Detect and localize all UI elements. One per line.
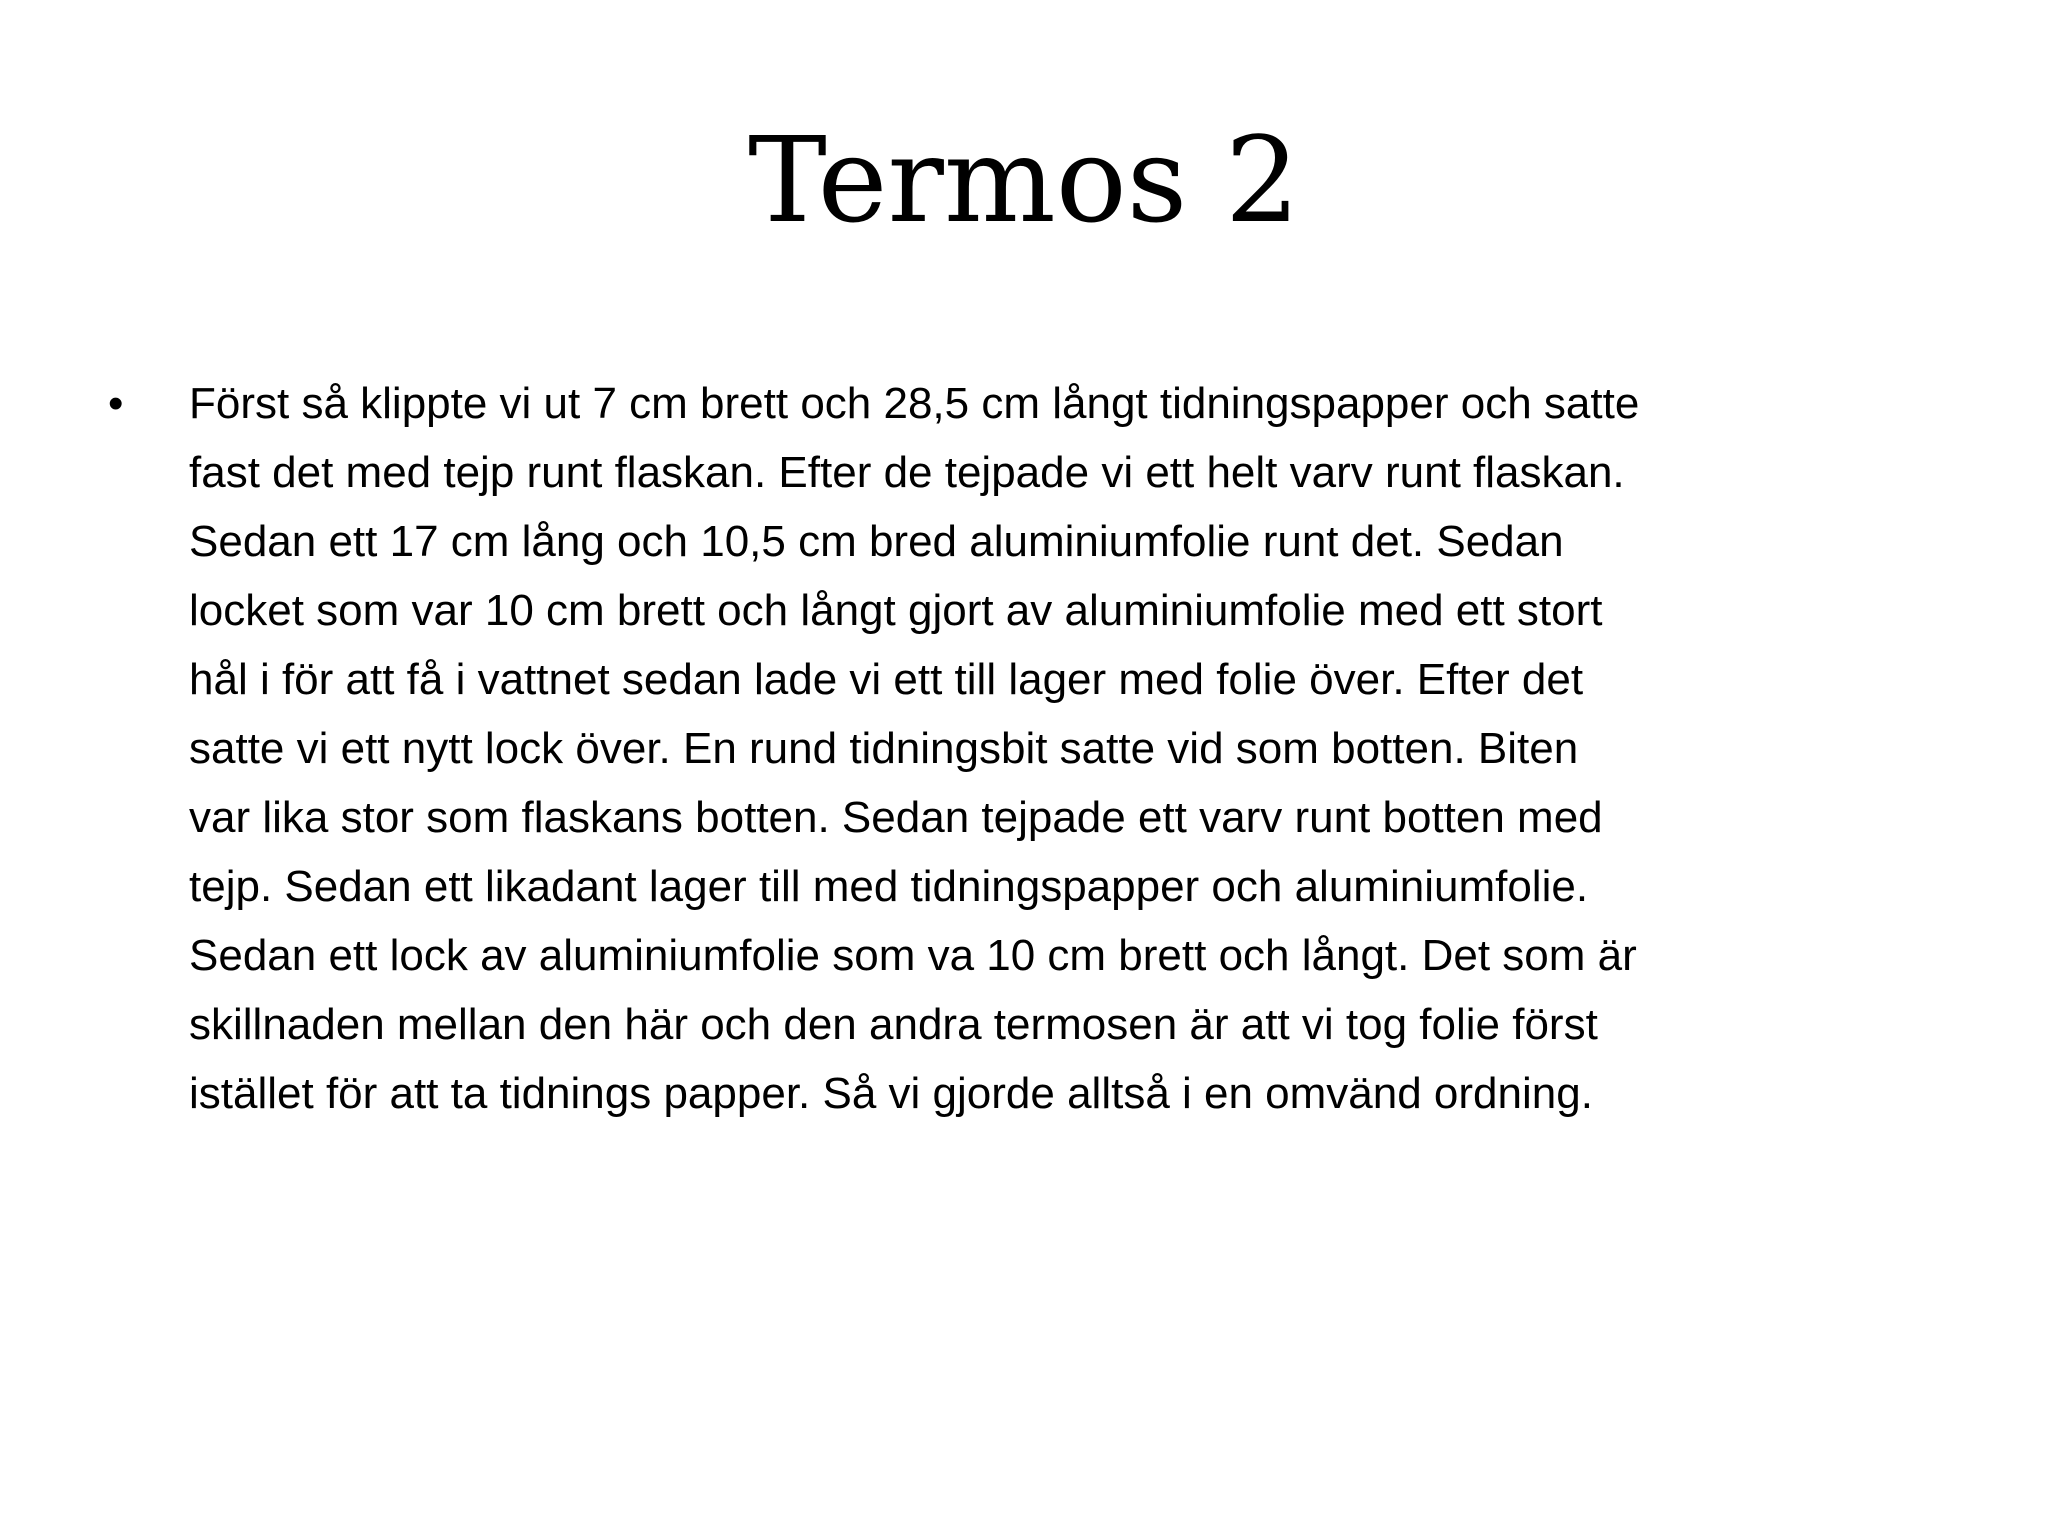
bullet-text-line: Sedan ett 17 cm lång och 10,5 cm bred aluminiumfolie runt det. Sedan [189,517,1564,566]
bullet-text-line: istället för att ta tidnings papper. Så vi gjorde alltså i en omvänd ordning. [189,1069,1593,1118]
bullet-text-line: Först så klippte vi ut 7 cm brett och 28,5 cm långt tidningspapper och satte [189,379,1640,428]
bullet-text-line: locket som var 10 cm brett och långt gjort av aluminiumfolie med ett stort [189,586,1603,635]
bullet-text-line: satte vi ett nytt lock över. En rund tidningsbit satte vid som botten. Biten [189,724,1579,773]
bullet-text-line: Sedan ett lock av aluminiumfolie som va 10 cm brett och långt. Det som är [189,931,1637,980]
bullet-text-line: skillnaden mellan den här och den andra termosen är att vi tog folie först [189,1000,1598,1049]
bullet-point-icon: • [108,379,124,428]
bullet-text [189,369,1949,1128]
bullet-text-line: tejp. Sedan ett likadant lager till med tidningspapper och aluminiumfolie. [189,862,1589,911]
slide-title: Termos 2 [748,111,1300,249]
bullet-text-line: fast det med tejp runt flaskan. Efter de tejpade vi ett helt varv runt flaskan. [189,448,1625,497]
bullet-text-line: hål i för att få i vattnet sedan lade vi ett till lager med folie över. Efter det [189,655,1584,704]
bullet-text-line: var lika stor som flaskans botten. Sedan tejpade ett varv runt botten med [189,793,1603,842]
